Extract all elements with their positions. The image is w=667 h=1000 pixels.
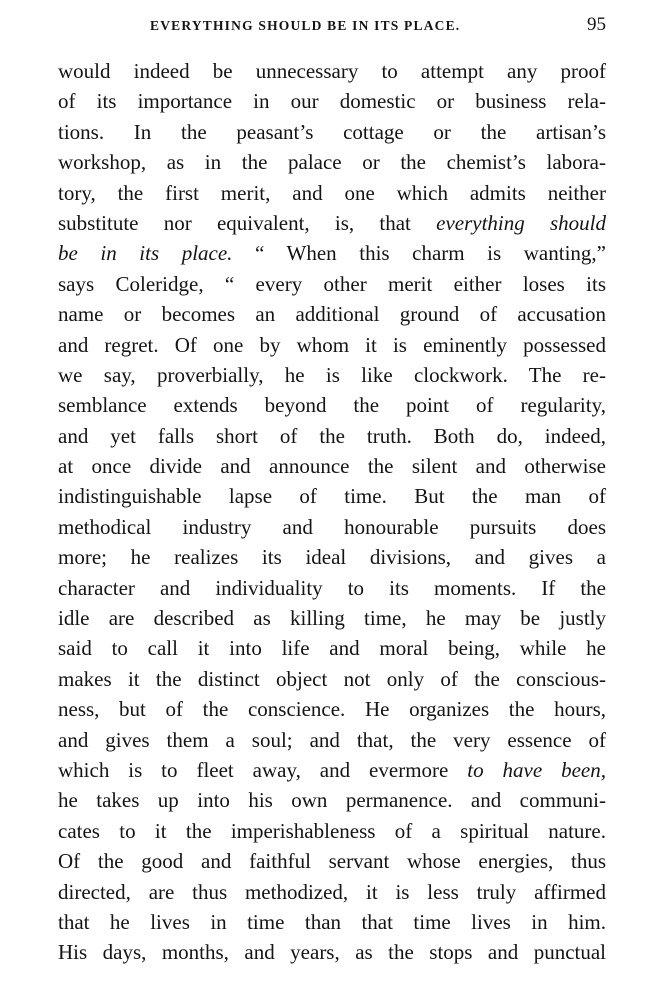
text-line [58, 542, 606, 572]
text-run: His days, months, and years, as the stops and punctual [58, 940, 606, 965]
text-line [58, 117, 606, 147]
running-head [58, 14, 606, 40]
text-line [58, 633, 606, 663]
text-run: idle are described as killing time, he may be justly [58, 606, 606, 631]
text-run: semblance extends beyond the point of regularity, [58, 393, 606, 418]
text-line [58, 846, 606, 876]
text-run: said to call it into life and moral being, while he [58, 636, 606, 661]
text-run: character and individuality to its moments. If the [58, 575, 606, 600]
text-run: “ When this charm is wanting,” [232, 241, 606, 266]
text-line [58, 694, 606, 724]
text-run: says Coleridge, “ every other merit either loses its [58, 271, 606, 296]
text-line [58, 937, 606, 967]
page-number: 95 [587, 14, 606, 35]
text-run: he takes up into his own permanence. and communi- [58, 788, 606, 813]
text-run: at once divide and announce the silent and otherwise [58, 454, 606, 479]
text-run: would indeed be unnecessary to attempt any proof [58, 59, 606, 83]
text-run: tions. In the peasant’s cottage or the artisan’s [58, 119, 606, 144]
text-line [58, 238, 606, 268]
text-line [58, 907, 606, 937]
text-run: workshop, as in the palace or the chemist’s labora- [58, 150, 606, 175]
text-run: indistinguishable lapse of time. But the man of [58, 484, 606, 509]
text-run: that he lives in time than that time lives in him. [58, 909, 606, 934]
text-run: directed, are thus methodized, it is less truly affirmed [58, 879, 606, 904]
text-line [58, 451, 606, 481]
italic-text-run: to have been, [467, 757, 606, 782]
text-run: ness, but of the conscience. He organizes the hours, [58, 697, 606, 722]
text-line [58, 785, 606, 815]
text-line [58, 512, 606, 542]
text-line [58, 573, 606, 603]
text-line [58, 664, 606, 694]
text-line [58, 208, 606, 238]
text-line [58, 56, 606, 86]
running-title: EVERYTHING SHOULD BE IN ITS PLACE. [150, 18, 461, 33]
text-run: substitute nor equivalent, is, that [58, 210, 437, 235]
italic-text-run: everything should [436, 210, 606, 235]
text-run: which is to fleet away, and evermore [58, 757, 468, 782]
text-run: of its importance in our domestic or business rela- [58, 89, 606, 114]
body-text [58, 56, 606, 968]
text-run: methodical industry and honourable pursuits does [58, 514, 606, 539]
text-run: and regret. Of one by whom it is eminently possessed [58, 332, 606, 357]
text-line [58, 877, 606, 907]
text-run: cates to it the imperishableness of a spiritual nature. [58, 818, 606, 843]
text-line [58, 816, 606, 846]
text-run: name or becomes an additional ground of accusation [58, 302, 606, 327]
text-line [58, 86, 606, 116]
text-line [58, 299, 606, 329]
text-run: Of the good and faithful servant whose energies, thus [58, 849, 606, 874]
text-line [58, 755, 606, 785]
text-line [58, 725, 606, 755]
italic-text-run: be in its place. [58, 241, 233, 266]
text-run: and yet falls short of the truth. Both do, indeed, [58, 423, 606, 448]
text-line [58, 390, 606, 420]
text-line [58, 603, 606, 633]
text-run: tory, the first merit, and one which admits neither [58, 180, 606, 205]
text-line [58, 481, 606, 511]
text-line [58, 360, 606, 390]
text-run: and gives them a soul; and that, the very essence of [58, 727, 606, 752]
text-run: we say, proverbially, he is like clockwork. The re- [58, 362, 606, 387]
text-line [58, 178, 606, 208]
text-line [58, 269, 606, 299]
text-line [58, 421, 606, 451]
text-run: more; he realizes its ideal divisions, and gives a [58, 545, 606, 570]
text-line [58, 147, 606, 177]
text-run: makes it the distinct object not only of the conscious- [58, 666, 606, 691]
text-line [58, 330, 606, 360]
